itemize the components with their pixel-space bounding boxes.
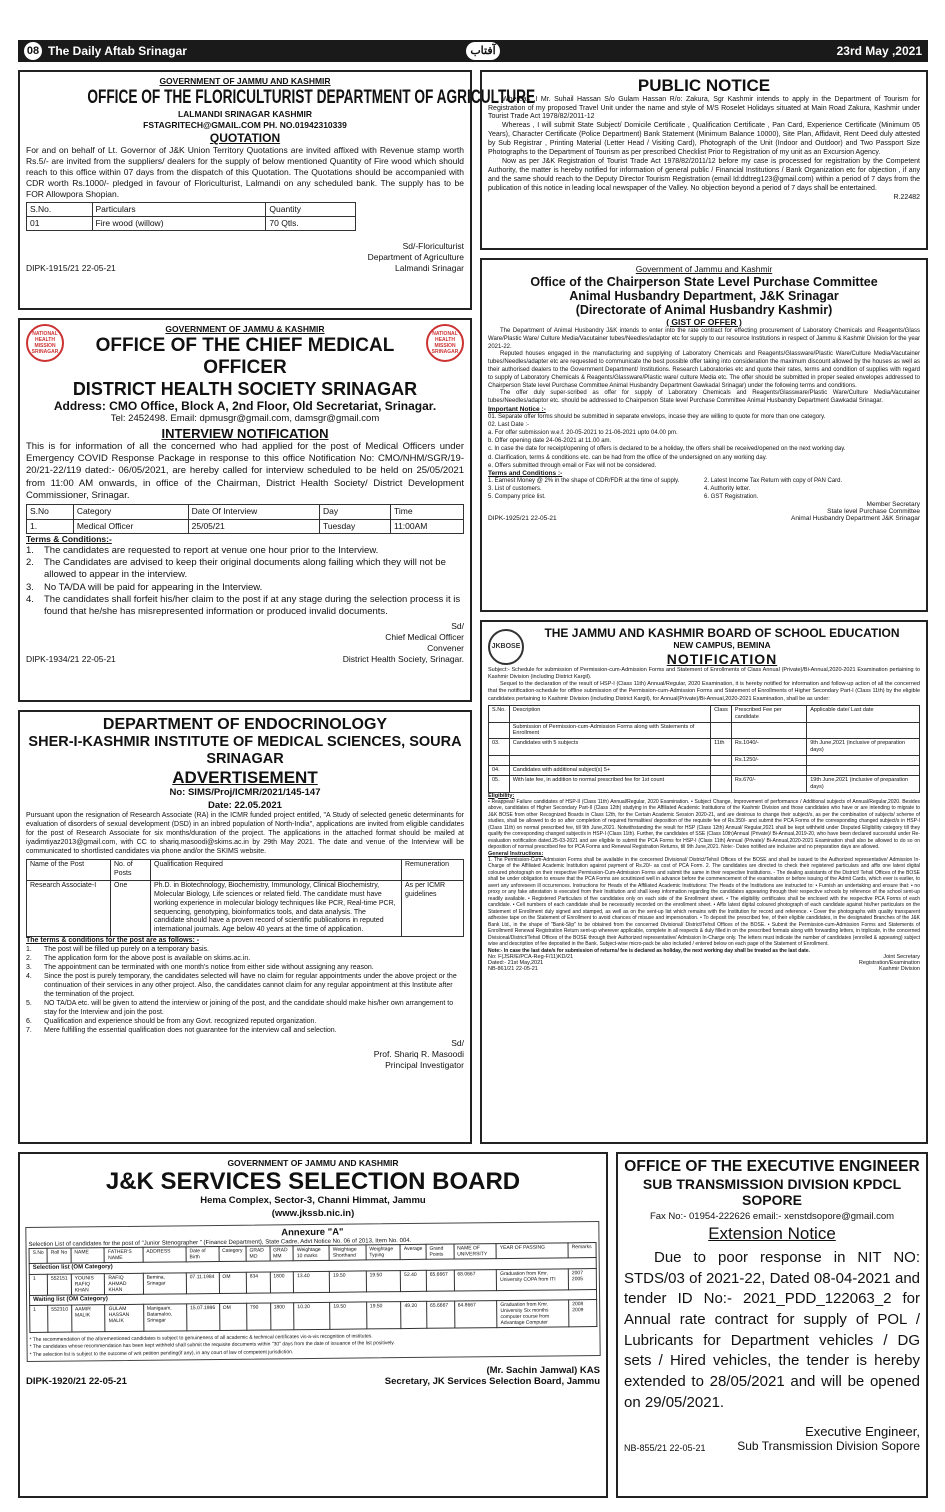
list-item: 3. No TA/DA will be paid for appearing in the Interview. (26, 581, 263, 593)
newspaper-logo: آفتاب (466, 42, 500, 60)
nhm-emblem-icon: NATIONAL HEALTH MISSION SRINAGAR (26, 324, 64, 362)
table-header: S.No. (27, 203, 93, 217)
table-header: Remuneration (402, 859, 464, 880)
ad-reference: NB-861/21 22-05-21 (488, 965, 538, 972)
table-cell: As per ICMR guidelines (402, 880, 464, 937)
quotation-table (26, 202, 356, 231)
list-item: 6. Qualification and experience should be from any Govt. recognized reputed organization. (26, 1017, 317, 1025)
table-header: FATHER'S NAME (105, 1248, 143, 1263)
ad-title-2: SHER-I-KASHMIR INSTITUTE OF MEDICAL SCIENCES, SOURA SRINAGAR (28, 734, 462, 768)
table-cell: 1. (27, 519, 74, 533)
ad-contact: FSTAGRITECH@GMAIL.COM PH. NO.01942310339 (143, 119, 347, 130)
table-cell: Fire wood (willow) (92, 217, 266, 231)
list-item: 4. The candidates shall forfeit his/her claim to the post if at any stage during the selection process it is found that he/she has misrepresented information or produced invalid documents. (26, 594, 461, 618)
jkbose-notification-ad (480, 620, 928, 1144)
ad-reference: DIPK-1925/21 22-05-21 (488, 515, 557, 522)
list-item: 6. GST Registration. (704, 493, 759, 500)
ad-body: Pursuant upon the resignation of Research Associate (RA) in the ICMR funded project entitled, "A Study of selected genetic determinants for evaluation of disorders of sexual development (DSD) in an inbred population of North-India", applications are invited from eligible candidates for the post of Research Associate for six months/duration of the project. The applications in the attached format should be mailed at iyadimtiyaz2013@gmail.com, with CC to shariq.masoodi@skims.ac.in by 29th May 2021. The date and venue of the Interview will be communicated to shortlisted candidates via phone and/or the SKIMS website. (26, 811, 464, 855)
signature-line: Sd/ (451, 620, 464, 631)
ad-number: No: SIMS/Proj/ICMR/2021/145-147 (169, 787, 321, 799)
signature-line: Secretary, JK Services Selection Board, Jammu (384, 1376, 600, 1388)
ad-paragraph: The Department of Animal Husbandry J&K intends to enter into the rate contract for effecting procurement of Laboratory Chemicals and Reagents/Glass Ware/Plastic Ware/ Culture Media/Vacutainer tubes/Needles/adaptor etc for supply to our resource Institutions in respect of Jammu & Kashmir Division for the year 2021-22. (488, 328, 920, 350)
ad-contact: Fax No:- 01954-222626 email:- xenstdsopore@gmail.com (649, 1211, 895, 1222)
table-header: Average (400, 1245, 426, 1260)
cmo-interview-ad (18, 318, 472, 702)
terms-heading: The terms & conditions for the post are as follows: - (26, 937, 200, 945)
list-item: * The recommendation of the aforementioned candidates is subject to genuineness of all academic & technical certificates vis-a-vis recognition of institutes. (29, 1333, 373, 1343)
ad-reference: R.22482 (893, 194, 920, 202)
table-cell: Tuesday (319, 519, 390, 533)
table-header: Day (319, 505, 390, 519)
newspaper-name: The Daily Aftab Srinagar (48, 44, 187, 58)
gov-line: GOVERNMENT OF JAMMU & KASHMIR (165, 324, 325, 334)
newspaper-header (18, 40, 928, 62)
ad-subtitle: INTERVIEW NOTIFICATION (161, 425, 329, 441)
table-cell: Research Associate-I (27, 880, 111, 937)
ad-paragraph: Reputed houses engaged in the manufacturing and supplying of Laboratory Chemicals and Reagents/Glassware/Plastic Ware/Culture Media/Vacutainer tubes/Needles/adapter etc are requested to communicate the best possible offer taking into consideration the maximum discount allowed by the houses as well as their authorised dealers to the Government Department/ Institutions. Research Laboratories etc and quote their rates, terms and condition of supplies with regard to supply of Laboratory Chemicals & Reagents/Glassware/Plastic ware/ culture Media etc. The offer should be submitted in proper sealed envelopes addressed to Chairperson State level Purchase Committee Animal Husbandry Department Gawkadal Srinagar) under the following terms and conditions. (488, 351, 920, 389)
ad-subtitle: ( GIST OF OFFER ) (666, 317, 742, 328)
annexure-scan (25, 1221, 600, 1362)
table-header: NAME OF UNIVERSITY (454, 1244, 497, 1259)
table-header: Date of Birth (186, 1247, 219, 1262)
table-row: 05. With late fee, in addition to normal prescribed fee for 1st count Rs.670/- 19th June,2021 (inclusive of preparation days) (489, 775, 920, 792)
selection-table (29, 1242, 598, 1332)
list-item: b. Offer opening date 24-06-2021 at 11.00 am. (488, 438, 612, 445)
ad-title-2: SUB TRANSMISSION DIVISION KPDCL SOPORE (642, 1175, 902, 1208)
ad-title-2: Animal Husbandry Department, J&K Srinagar (569, 289, 839, 304)
list-item: 1. The post will be filled up purely on a temporary basis. (26, 946, 209, 954)
list-heading: Waiting list (OM Category) (30, 1289, 597, 1305)
ad-title: PUBLIC NOTICE (637, 76, 771, 95)
ad-paragraph: Whereas ,I Mr. Suhail Hassan S/o Gulam Hassan R/o: Zakura, Sgr Kashmir intends to apply in the Department of Tourism for Registration of my proposed Travel Unit under the name and style of M/S Roselet Holidays situated at Main Road Zakura, Kashmir under Tourist Trade Act 1978/82/2011-12 (488, 95, 920, 121)
table-cell: 11:00AM (390, 519, 463, 533)
page-number: 08 (24, 42, 42, 60)
table-header: Description (509, 705, 710, 722)
signature-line: Lalmandi Srinagar (395, 263, 464, 274)
list-item: 02. Last Date :- (488, 422, 530, 429)
list-item: 3. The appointment can be terminated with one month's notice from either side without assigning any reason. (26, 964, 374, 972)
list-item: c. In case the date for receipt/opening of offers is declared to be a holiday, the offers shall be received/opened on the next working day. (488, 446, 846, 453)
ad-date: Dated:- 21st May,2021 (488, 959, 544, 966)
list-item: 3. List of customers. (488, 485, 542, 492)
ad-title: OFFICE OF THE CHIEF MEDICAL OFFICER (95, 335, 395, 378)
table-header: Particulars (92, 203, 266, 217)
ad-number: No: F(JSR/E/PCA-Reg-F/11)KD/21 (488, 953, 574, 960)
table-header: YEAR OF PASSING (496, 1243, 568, 1259)
nhm-emblem-icon: NATIONAL HEALTH MISSION SRINAGAR (426, 324, 464, 362)
jkbose-emblem-icon: JKBOSE (488, 629, 524, 665)
notice-heading: Important Notice :- (488, 406, 546, 414)
ad-paragraph: Now as per J&K Registration of Tourist Trade Act 1978/82/2011/12 before my case is processed for registration by the Competent Authority, the matter is hereby notified for information of general public / Financial Institutions / Bank Organization etc for objection , if any and the same should reach to the Deputy Director Tourism Registration (email Id:ddtreg123@gmail.com) within a period of 7 days from the publication of this notice in leading local newspaper of the Valley. No objection beyond a period of 7 days shall be entertained. (488, 158, 920, 193)
ad-body: Due to poor response in NIT NO: STDS/03 of 2021-22, Dated 08-04-2021 and tender ID No:- 2021_PDD_122063_2 for Annual rate contract for supply of POL / Lubricants for Department vehicles / DG sets / Hired vehicles, the tender is hereby extended to 28/05/2021 and will be opened on 29/05/2021. (624, 1249, 920, 1411)
terms-heading: Terms and Conditions :- (488, 469, 563, 477)
ad-reference: DIPK-1934/21 22-05-21 (26, 653, 116, 664)
table-row: 1 552310 AAMIR MALIK GULAM HASSAN MALIK Manigaam, Batamaloo, Srinagar 15.07.1986 OM 790 1800 10.20 19.50 19.50 49.20 65.6667 64.8667 Graduation from Kmr. University Six months computer course from Advantage Computer 2008 2009 (30, 1299, 597, 1332)
eligibility-text: • Reappear/ Failure candidates of HSP-II (Class 11th) Annual/Regular, 2020 Examination. • Subject Change, Improvement of performance / Additional subjects of Annual/Regular,2020. Besides above, candidates of Higher Secondary Part-II (Class 12th) studying in the Affiliated Academic Institutions of the Kashmir Division and those candidates who have or are intending to migrate to J&K BOSE from other Recognized Boards in Class 12th, for the Certain Academic Session 2020-21, and are desirous to change their subject/s, as per the combination of subjects/ scheme of studies, shall be allowed to do so after completion of required formalities/ deposition of the requisite fee of Rs.350/- and submit the PCA Forms of the corresponding changed subject/s in HSP-I (Class 11th) on normal prescribed fee, till 9th June,2021. Notwithstanding the result for HSP (Class 12th) Annual/ Regular,2021 shall be kept withheld under Disputed Eligibility category till they qualify the corresponding changed subject/s in HSP-I (Class 11th). Further, the candidates of SSE (Class 10th)Annual (Private)/ Bi-Annual,2019-20, who have been declared successful under Re-evaluation notification dated.25-03-2021 and are eligible to submit the PCA Forms for HSP-I (Class 11th) Annual (Private)/ Bi-Annual,2020-2021 Examination shall also be allowed to do so on deposition of normal prescribed fee for PCA Forms and Renewal Registration Returns, till 9th June,2021. Note:- Dates notified are inclusive and no preparation days are allowed. (488, 798, 920, 850)
publication-date: 23rd May ,2021 (836, 44, 922, 58)
ad-title: THE JAMMU AND KASHMIR BOARD OF SCHOOL EDUCATION (544, 626, 900, 640)
ad-note: Note:- In case the last date/s for submission of returns/ fee is declared as holiday, the next working day shall be treated as the last date. (488, 947, 810, 954)
floriculturist-quotation-ad (18, 70, 536, 310)
list-item: 4. Since the post is purely temporary, the candidates selected will have no claim for regular appointments under the above project or the continuation of their services in any other project. Also, the candidates cannot claim for any regular appointment at this Institute after the termination of the project. (26, 973, 457, 999)
ad-body: This is for information of all the concerned who had applied for the post of Medical Officers under Emergency COVID Response Package in response to this office Notification No: CMO/NHM/SGR/19-20/21-22/119 dated:- 06/05/2021, are hereby called for interview scheduled to be held on 25/05/2021 from 11:00 AM onwards, in office of the Chairman, District Health Society/ District Development Commissioner, Srinagar. (26, 440, 464, 502)
signature-line: Chief Medical Officer (385, 631, 464, 642)
ad-title: DEPARTMENT OF ENDOCRINOLOGY (102, 716, 388, 733)
skims-advertisement (18, 710, 472, 1144)
signature-line: Sub Transmission Division Sopore (737, 1438, 920, 1453)
list-heading: Selection list (OM Category) (29, 1258, 596, 1274)
table-header: Class (711, 705, 732, 722)
ad-website: (www.jkssb.nic.in) (271, 1207, 355, 1219)
list-item: 01. Separate offer forms should be submitted in separate envelops, incase they are willing to quote for more than one category. (488, 414, 826, 421)
ad-subtitle: ADVERTISEMENT (172, 767, 318, 787)
table-header: S.No (27, 505, 74, 519)
interview-table (26, 504, 464, 533)
signature-line: Executive Engineer, (805, 1423, 920, 1439)
table-header: Weightage Typing (366, 1245, 401, 1260)
ad-body: For and on behalf of Lt. Governor of J&K Union Territory Quotations are invited affixed with Revenue stamp worth Rs.5/- are invited from the suppliers/ dealers for the supply of below mentioned Quantity of Fire wood which should reach to this office within 07 days from the dispatch of this Quotation. The Quotations should be accompanied with CDR worth Rs.1000/- pledged in favour of Floriculturist, Lalmandi on any scheduled bank. The supply has to be FOR Allowpora Shopian. (26, 144, 464, 200)
table-row: Rs.1250/- (489, 756, 920, 766)
list-item: 4. Authority letter. (704, 485, 751, 492)
table-cell: Medical Officer (73, 519, 188, 533)
ad-reference: DIPK-1915/21 22-05-21 (26, 263, 116, 274)
signature-line: Registration/Examination (858, 959, 920, 966)
ad-title: OFFICE OF THE EXECUTIVE ENGINEER (624, 1158, 920, 1175)
signature-line: State level Purchase Committee (827, 508, 920, 515)
animal-husbandry-offer-ad (480, 258, 928, 612)
signature-line: Department of Agriculture (367, 252, 464, 263)
list-item: * The selection list is subject to the outcome of writ petition pending(if any), in any court of law of competent jurisdiction. (29, 1349, 294, 1358)
signature-line: Kashmir Division (879, 965, 920, 972)
table-header: Prescribed Fee per candidate (731, 705, 806, 722)
table-header: Grand Points (426, 1244, 454, 1259)
ad-title: Office of the Chairperson State Level Purchase Committee (530, 275, 878, 290)
table-header: Weightage Shorthand (329, 1245, 366, 1260)
ad-title: J&K SERVICES SELECTION BOARD (105, 1168, 521, 1196)
kpdcl-extension-notice-ad (616, 1152, 928, 1498)
table-header: Applicable date/ Last date (807, 705, 920, 722)
table-header: Date Of Interview (188, 505, 319, 519)
table-header: Name of the Post (27, 859, 111, 880)
table-row: 1 552151 YOUNIS RAFIQ KHAN RAFIQ AHMAD KHAN Bemina, Srinagar 07.11.1984 OM 834 1800 13.40 19.50 19.50 52.40 65.6667 68.0667 Graduation from Kmr. University COPA from ITI 2007 2005 (29, 1268, 596, 1295)
table-row: 04. Candidates with additional subject(s) 5+ (489, 765, 920, 775)
ad-address: LALMANDI SRINAGAR KASHMIR (177, 108, 313, 119)
ad-address: Hema Complex, Sector-3, Channi Himmat, Jammu (200, 1195, 426, 1207)
table-header: GRAD MM (270, 1246, 294, 1261)
ad-title-3: (Directorate of Animal Husbandry Kashmir) (575, 303, 833, 318)
post-table (26, 859, 464, 938)
table-cell: Ph.D. in Biotechnology, Biochemistry, Immunology, Clinical Biochemistry, Molecular Biology, Life sciences or related field. The candidate must have working experience in molecular biology techniques like PCR, Real-time PCR, sequencing, genotyping, bioinformatics tools, and data analysis. The candidate should have a proven record of scientific publications in reputed international journals. Age below 40 years at the time of application. (151, 880, 402, 937)
list-item: 2. Latest Income Tax Return with copy of PAN Card. (704, 477, 843, 484)
table-cell: 70 Qtls. (266, 217, 356, 231)
signature-line: Joint Secretary (883, 953, 920, 960)
ad-reference: DIPK-1920/21 22-05-21 (26, 1376, 127, 1388)
signature-line: Animal Husbandry Department J&K Srinagar (791, 515, 920, 522)
instructions-heading: General Instructions: (488, 850, 544, 857)
ad-reference: NB-855/21 22-05-21 (624, 1442, 706, 1453)
list-item: d. Clarification, terms & conditions etc. can be had from the office of the undersigned on any working day. (488, 454, 767, 461)
ad-paragraph: The offer duly super-scribed as offer for supply of Laboratory Chemicals and Reagents/Glassware/Plastic Ware/Culture Media/Vacutainer tubes/Needles/adaptor etc. should be addressed to Chairperson State level Purchase Committee Animal Husbandry Department Gawkadal Srinagar. (488, 390, 920, 405)
table-row: 03. Candidates with 5 subjects 11th Rs.1040/- 9th June,2021 (inclusive of preparation days) (489, 739, 920, 756)
signature-line: Prof. Shariq R. Masoodi (373, 1048, 464, 1059)
table-header: NAME (71, 1248, 105, 1263)
ad-title: OFFICE OF THE FLORICULTURIST DEPARTMENT OF AGRICULTURE (87, 87, 536, 109)
annexure-title: Annexure "A" (281, 1226, 344, 1239)
gov-line: GOVERNMENT OF JAMMU AND KASHMIR (227, 1158, 399, 1168)
signature-line: District Health Society, Srinagar. (342, 653, 464, 664)
signature-line: (Mr. Sachin Jamwal) KAS (486, 1365, 600, 1377)
public-notice-ad (480, 70, 928, 250)
signature-line: Convener (427, 642, 464, 653)
table-header: S.No. (489, 705, 510, 722)
ad-address: Address: CMO Office, Block A, 2nd Floor, Old Secretariat, Srinagar. (53, 399, 437, 414)
terms-heading: Terms & Conditions:- (26, 533, 112, 544)
table-cell: One (111, 880, 151, 937)
table-cell: 01 (27, 217, 93, 231)
schedule-table (488, 705, 920, 793)
ad-date: Date: 22.05.2021 (208, 799, 282, 811)
ad-paragraph: Whereas , I will submit State Subject/ Domicile Certificate , Qualification Certificate , Pan Card, Experience Certificate (Minimum 05 Years), Character Certificate (Police Department) Bank Statement (Minimum Balance 10000), Site Plan, Affidavit, Rent Deed duly attested by Sub Registrar , Printing Material (Letter Head / Visiting Card), Photograph of the Unit (Indoor and Outdoor) and Two Passport Size Photographs to the Department of Tourism as per prescribed Checklist Prior to Registration of my unit as an Excursion Agency. (488, 122, 920, 157)
list-item: 1. The candidates are requested to report at venue one hour prior to the Interview. (26, 544, 379, 556)
gov-line: Government of Jammu and Kashmir (635, 264, 773, 274)
ad-address: NEW CAMPUS, BEMINA (673, 640, 771, 650)
table-header: Remarks (568, 1243, 596, 1258)
list-item: 5. Company price list. (488, 493, 546, 500)
table-header: Time (390, 505, 463, 519)
signature-line: Member Secretary (866, 501, 920, 508)
table-header: Qualification Required (151, 859, 402, 880)
list-item: 2. The application form for the above post is available on skims.ac.in. (26, 955, 251, 963)
signature-line: Sd/ (451, 1037, 464, 1048)
table-header: Quantity (266, 203, 356, 217)
table-header: Category (219, 1247, 246, 1262)
list-item: e. Offers submitted through email or Fax will not be considered. (488, 462, 657, 469)
ad-contact: Tel: 2452498. Email: dpmusgr@gmail.com, damsgr@gmail.com (110, 413, 380, 425)
jkssb-selection-list-ad (18, 1152, 608, 1498)
list-item: 1. Earnest Money @ 2% in the shape of CDR/FDR at the time of supply. (488, 477, 680, 484)
gov-line: GOVERNMENT OF JAMMU AND KASHMIR (159, 76, 331, 86)
ad-subtitle: QUOTATION (209, 130, 281, 145)
table-header: ADDRESS (143, 1247, 186, 1262)
ad-title-2: DISTRICT HEALTH SOCIETY SRINAGAR (72, 378, 418, 399)
table-header: No. of Posts (111, 859, 151, 880)
list-item: 2. The Candidates are advised to keep their original documents along failing which they will not be allowed to appear in the interview. (26, 556, 446, 581)
table-row: Submission of Permission-cum-Admission Forms along with Statements of Enrollment (489, 722, 920, 739)
table-header: S.No (29, 1249, 47, 1264)
list-item: * The candidates whose recommendation has been kept withheld shall submit the requisite documents within "30" days from the date of issuance of the list positively. (29, 1340, 395, 1351)
signature-line: Sd/-Floriculturist (402, 241, 464, 252)
list-item: 5. NO TA/DA etc. will be given to attend the interview or joining of the post, and the candidate should make his/her own arrangement to stay for the Interview and join the post. (26, 1000, 454, 1016)
table-cell: 25/05/21 (188, 519, 319, 533)
table-header: GRAD MO (246, 1246, 270, 1261)
ad-subtitle: Extension Notice (708, 1224, 836, 1243)
ad-paragraph: Subject:- Schedule for submission of Permission-cum-Admission Forms and Statement of Enrollments of Class Annual (Private)/Bi-Annual,2020-2021 Examination pertaining to Kashmir Division (including District Kargil). (488, 667, 920, 681)
list-item: a. For offer submission w.e.f. 20-05-2021 to 21-06-2021 upto 04.00 pm. (488, 430, 678, 437)
annexure-caption: Selection List of candidates for the post of "Junior Stenographer " (Finance Department), State Cadre, Advt Notice No. 06 of 2013, Item No. 004. (28, 1238, 412, 1249)
signature-line: Principal Investigator (385, 1059, 464, 1070)
list-item: 7. Mere fulfilling the essential qualification does not guarantee for the interview call and selection. (26, 1026, 337, 1034)
table-header: Category (73, 505, 188, 519)
table-header: Roll No (47, 1249, 71, 1264)
table-header: Weightage 10 marks (293, 1246, 329, 1261)
ad-paragraph: Sequel to the declaration of the result of HSP-I (Class 11th) Annual/Regular, 2020 Examination, it is hereby notified for information and follow-up action of all the concerned that the notification-schedule for offline submission of the Permission-cum-Admission Forms and Statement of Enrollments of Higher Secondary Part-I (Class 11th) by the eligible candidates pertaining to Kashmir Division (including District Kargil), for Annual(Private)/Bi-Annual,2020-2021 Examination, shall be as under: (488, 681, 920, 702)
instructions-text: 1. The Permission-Cum-Admission Forms shall be available in the concerned Divisional/ District/Tehsil Offices of the BOSE and shall be issued to the Authorized representative/ Admission In-Charge of the Affiliated Academic Institution against payment of Rs.20/- as cost of PCA Form. 2. The candidates are directed to check their registered particulars and affix one latest digital coloured photograph on their respective Permission-Cum-Admission Forms and submit the same in their respective Institutions. - The dealing assistants of the District/ Tehsil Offices of the BOSE shall be under obligation to ensure that the PCA Forms are scrutinized well in advance before the commencement of the examination or before issuing of the Admit Cards, which ever is earlier, to avert any unforeseen ill occurrences. Instructions for Heads of the Affiliated Academic Institutions: The Heads of the Institutions are instructed to: • Furnish an undertaking and ensure that: • no proxy or any fake attestation is executed from their Institution and shall keep information regarding the candidates appearing through their respective schools by reference of the school sent-up readily available. • Registered Particulars of five candidates only on each side of the Enrollment sheet. • The eligibility certificates shall be enclosed with the respective PCA Forms of each candidate. • Cell numbers of each candidate shall be necessarily recorded on the enrollment sheet. • Affix latest digital coloured photograph of each candidate against his/her particulars on the Statement of Enrollment duly signed and stamped, as well as on the sent-up list which remains with the Institution for record and reference. • Cover the photographs with quality transparent adhesive tape on the Statement of Enrollment to avoid chances of misuse and impersonation. • To deposit the prescribed fee, of their eligible candidates, in the designated Branches of the J&K Bank Ltd., in the shape of "Bank-Slip" to be obtained from the concerned Divisional/ District/Tehsil Offices of the BOSE. • Submit the Permission-cum-Admission Forms and Statements of Enrollment/ Renewal Registration Return sent-up wherever applicable, complete in all respects & duly filled in on the prescribed formats along with forwarding letters, in triplicate, in the concerned Divisional/District/Tehsil Offices of the BOSE through their Authorized representative/ Admission In-Charge only. The letters must indicate the number of candidates (enrolled & appearing) subject wise and description of fee deposited in the Bank. Subject-wise micro-pack be also included / entered below on each page of the Statement of Enrollment. (488, 856, 920, 947)
ad-subtitle: NOTIFICATION (666, 651, 778, 668)
eligibility-heading: Eligibility: (488, 792, 515, 799)
